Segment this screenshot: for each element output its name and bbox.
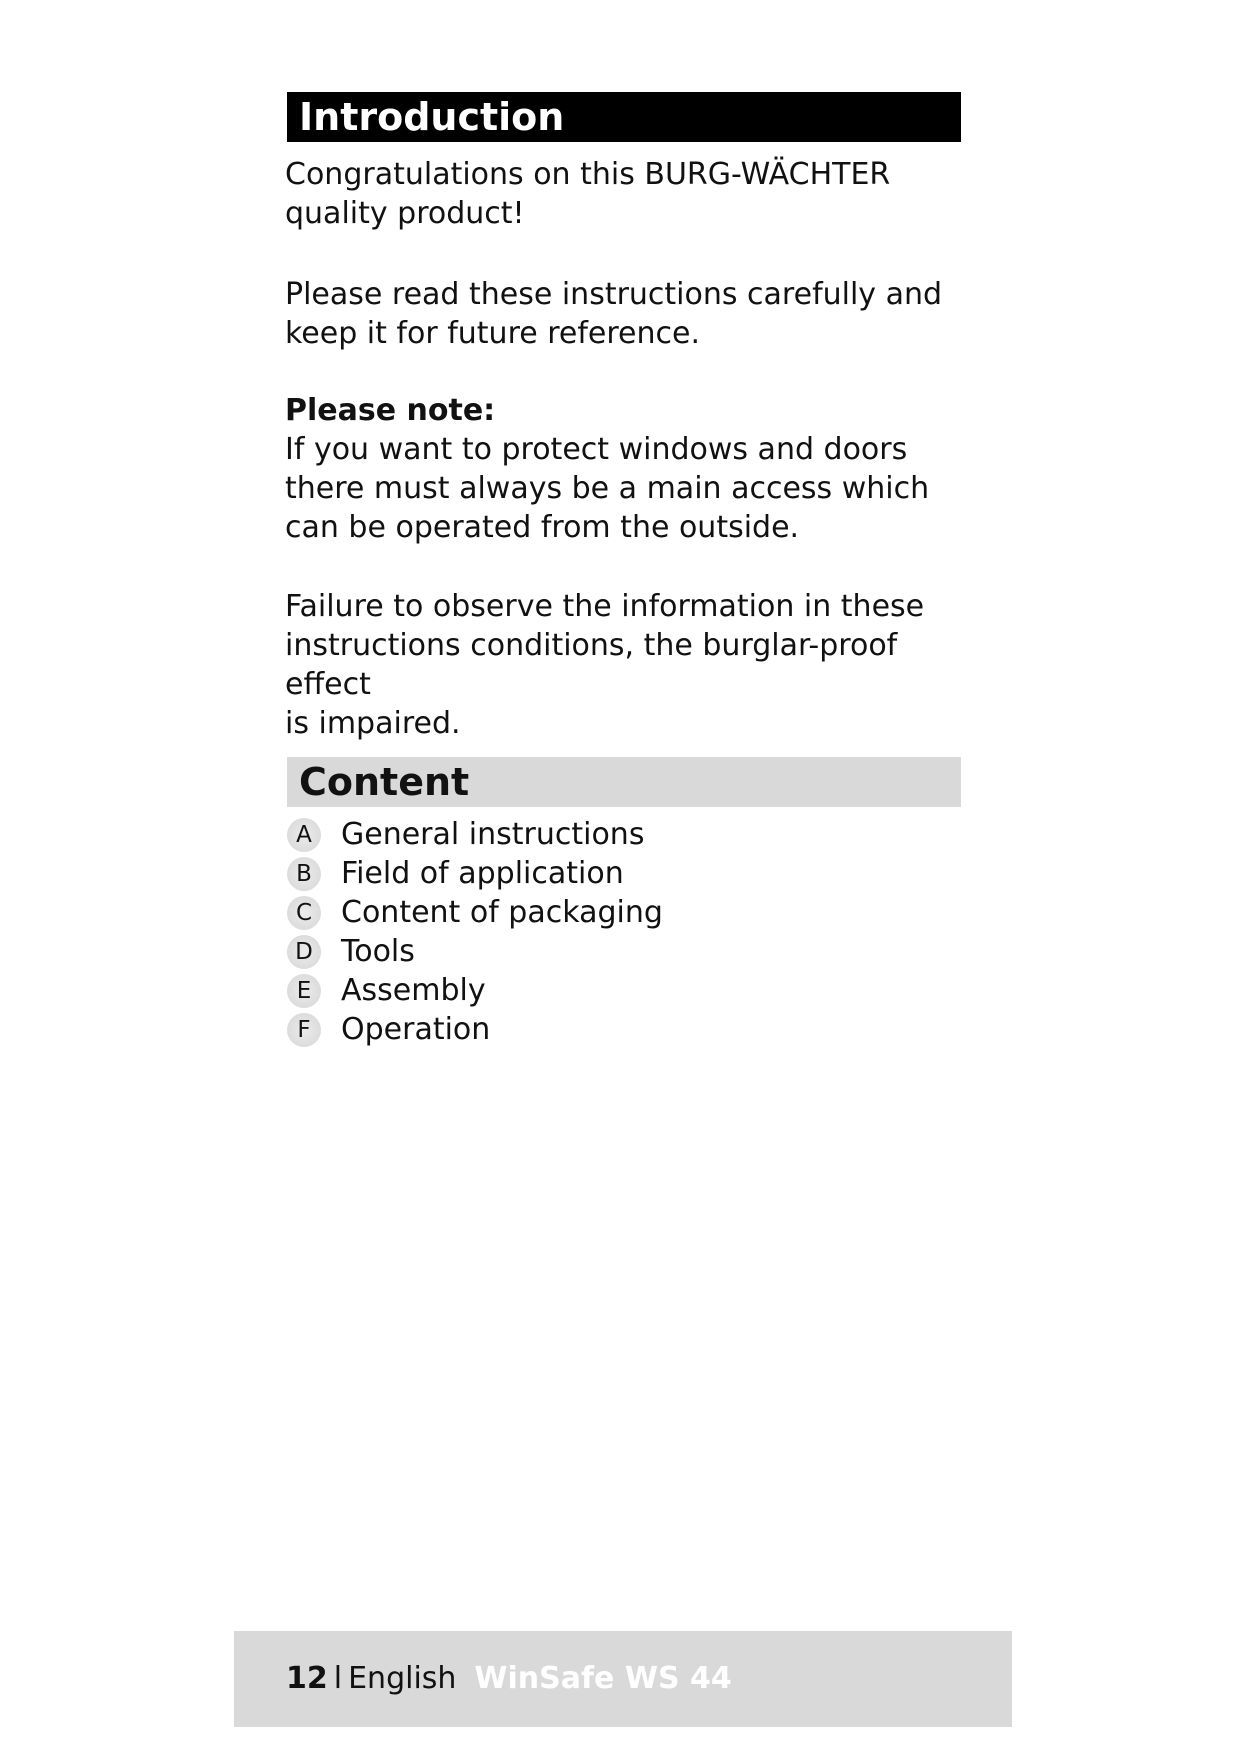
toc-letter-badge: C [287, 896, 321, 930]
introduction-heading: Introduction [287, 92, 961, 142]
toc-label: Operation [341, 1012, 491, 1047]
note-title: Please note: [285, 393, 496, 428]
footer-language: English [348, 1661, 457, 1696]
text-line: instructions conditions, the burglar-proof effect [285, 628, 898, 702]
text-line: can be operated from the outside. [285, 510, 800, 545]
toc-label: Content of packaging [341, 895, 663, 930]
page-footer [234, 1631, 1012, 1727]
toc-letter-badge: E [287, 974, 321, 1008]
text-line: Congratulations on this BURG-WÄCHTER [285, 157, 891, 192]
intro-paragraph [285, 155, 975, 233]
toc-label: Assembly [341, 973, 486, 1008]
footer-product-name: WinSafe WS 44 [474, 1661, 732, 1696]
text-line: Failure to observe the information in these [285, 589, 925, 624]
toc-item-content-of-packaging [287, 893, 663, 932]
toc-letter-badge: D [287, 935, 321, 969]
toc-item-general-instructions [287, 815, 663, 854]
table-of-contents [287, 815, 663, 1049]
toc-letter-badge: F [287, 1013, 321, 1047]
text-line: is impaired. [285, 706, 461, 741]
toc-item-assembly [287, 971, 663, 1010]
toc-label: General instructions [341, 817, 645, 852]
read-instructions-paragraph [285, 275, 975, 353]
toc-letter-badge: B [287, 857, 321, 891]
text-line: keep it for future reference. [285, 316, 701, 351]
note-paragraph [285, 430, 975, 547]
page-number: 12 [286, 1661, 328, 1696]
failure-warning-paragraph [285, 587, 975, 743]
toc-item-field-of-application [287, 854, 663, 893]
toc-item-operation [287, 1010, 663, 1049]
text-line: If you want to protect windows and doors [285, 432, 908, 467]
toc-letter-badge: A [287, 818, 321, 852]
toc-label: Tools [341, 934, 415, 969]
text-line: Please read these instructions carefully and [285, 277, 943, 312]
footer-separator: l [333, 1661, 343, 1696]
footer-text [286, 1631, 732, 1727]
toc-item-tools [287, 932, 663, 971]
text-line: quality product! [285, 196, 525, 231]
text-line: there must always be a main access which [285, 471, 930, 506]
content-heading: Content [287, 757, 961, 807]
toc-label: Field of application [341, 856, 624, 891]
